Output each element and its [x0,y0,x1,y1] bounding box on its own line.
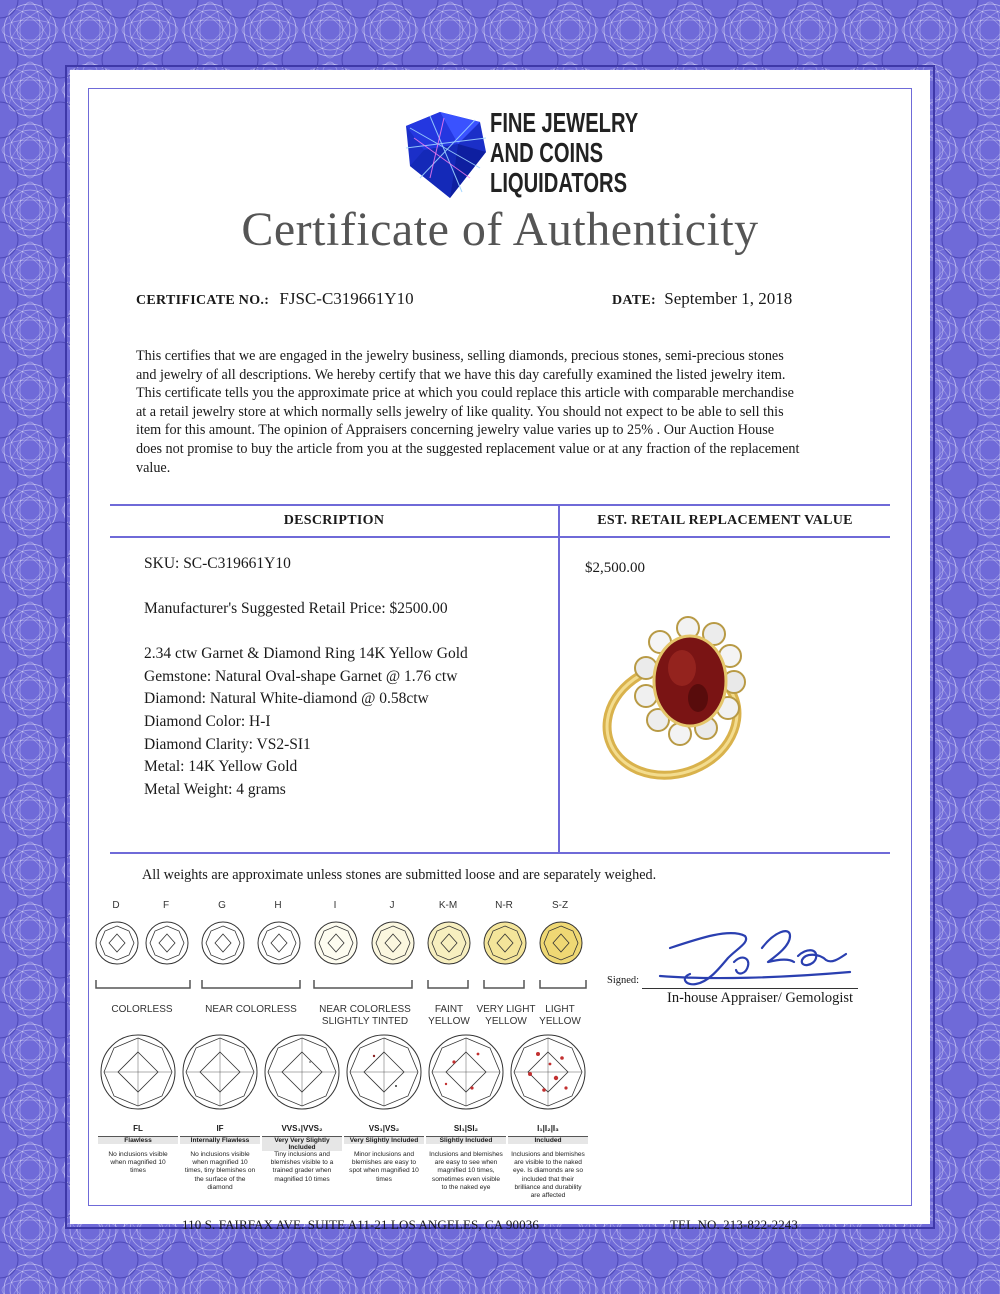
category-line: NEAR COLORLESS [205,1004,297,1015]
clarity-grade-name: Very Very Slightly Included [262,1137,342,1151]
signed-label: Signed: [607,975,640,986]
statement-line: does not promise to buy the article from you at the suggested replacement value or at any fraction of the replacement [136,440,800,457]
clarity-if-icon [180,1032,260,1112]
category-line: SLIGHTLY TINTED [321,1016,409,1027]
color-grade-letter: J [389,900,395,911]
color-grade-letter: S-Z [551,900,569,911]
appraiser-title: In-house Appraiser/ Gemologist [667,990,854,1006]
desc-line: Inclusions and blemishes [429,1151,503,1158]
clarity-i-icon [508,1032,588,1112]
value-header: EST. RETAIL REPLACEMENT VALUE [597,513,853,528]
appraiser-signature [650,918,860,998]
color-category [476,1004,536,1028]
category-line: COLORLESS [111,1004,173,1015]
table-column-divider [558,504,560,852]
desc-line: trained grader when [272,1167,332,1175]
replacement-value: $2,500.00 [585,560,645,576]
desc-line: blemishes visible to a [270,1159,334,1167]
desc-line: included that their [521,1175,575,1183]
diamond-k-m-icon [426,920,472,966]
logo-wordmark [490,108,638,198]
clarity-grade-name: Included [508,1137,588,1144]
item-sku: SKU: SC-C319661Y10 [144,555,291,572]
page-title: Certificate of Authenticity [241,203,759,256]
statement-line: This certifies that we are engaged in the jewelry business, selling diamonds, precious stones, semi-precious stones [136,348,784,364]
statement-line: value. [136,459,171,476]
diamond-g-icon [200,920,246,966]
diamond-h-icon [256,920,302,966]
footer-address: 110 S. FAIRFAX AVE. SUITE A11-21 LOS ANGELES, CA 90036 [182,1217,539,1232]
clarity-si-icon [426,1032,506,1112]
table-top-rule [110,504,890,506]
category-line: YELLOW [485,1016,527,1027]
desc-line: Inclusions and blemishes [511,1151,585,1158]
detail-line: Gemstone: Natural Oval-shape Garnet @ 1.76 ctw [144,667,458,685]
detail-line: 2.34 ctw Garnet & Diamond Ring 14K Yellow Gold [144,645,468,662]
clarity-grade-code: SI₁|SI₂ [426,1124,506,1137]
clarity-grade-description [180,1151,260,1192]
clarity-grade-description [98,1151,178,1176]
desc-line: spot when magnified 10 [349,1167,419,1175]
certification-statement [136,347,876,477]
category-line: YELLOW [428,1016,470,1027]
item-details [144,645,468,804]
category-line: FAINT [434,1004,464,1015]
clarity-grade-name: Very Slightly Included [344,1137,424,1144]
desc-line: magnified 10 times [274,1175,330,1183]
gem-logo-icon [400,108,492,200]
color-category [310,1004,420,1028]
category-line: VERY LIGHT [476,1004,536,1015]
certificate-number [136,289,414,309]
color-grade-letter: H [274,900,282,911]
desc-line: Tiny inclusions and [274,1151,330,1158]
certificate-number-value: FJSC-C319661Y10 [279,289,414,308]
desc-line: magnified 10 times, [437,1167,495,1175]
certificate-paper [70,70,930,1232]
certificate-date [612,289,792,309]
desc-line: when magnified 10 [192,1159,248,1167]
desc-line: are affected [530,1192,566,1200]
weights-disclaimer: All weights are approximate unless stones are submitted loose and are separately weighed. [142,867,657,883]
color-category [198,1004,304,1016]
category-line: YELLOW [539,1016,581,1027]
detail-line: Metal Weight: 4 grams [144,781,286,799]
clarity-grade-description [262,1151,342,1184]
desc-line: No inclusions visible [190,1151,250,1158]
clarity-grade-code: VVS₁|VVS₂ [262,1124,342,1137]
signature-line [642,988,858,989]
desc-line: are easy to see when [434,1159,498,1167]
clarity-grade-name: Flawless [98,1137,178,1144]
statement-line: This certificate tells you the approximate price at which you could replace this article with comparable merchandise [136,385,794,402]
desc-line: are visible to the naked [514,1159,582,1167]
statement-line: item for this amount. The opinion of Appraisers concerning jewelry value varies up to 25% . Our Auction House [136,422,775,439]
logo-line: FINE JEWELRY [490,107,639,138]
clarity-grade-name: Internally Flawless [180,1137,260,1144]
color-grade-letter: I [333,900,337,911]
desc-line: times, tiny blemishes on [184,1167,256,1175]
color-grade-letter: N-R [495,900,513,911]
desc-line: brilliance and durability [514,1183,582,1191]
detail-line: Diamond Color: H-I [144,713,271,731]
clarity-grade-code: VS₁|VS₂ [344,1124,424,1137]
clarity-vvs-icon [262,1032,342,1112]
table-header-rule [110,536,890,538]
diamond-d-icon [94,920,140,966]
clarity-grade-name: Slightly Included [426,1137,506,1144]
diamond-s-z-icon [538,920,584,966]
clarity-grade-description [426,1151,506,1192]
footer-phone: TEL.NO. 213-822-2243 [670,1217,799,1232]
description-header: DESCRIPTION [283,513,385,528]
diamond-j-icon [370,920,416,966]
diamond-f-icon [144,920,190,966]
color-category [94,1004,190,1016]
clarity-grade-description [344,1151,424,1184]
clarity-grade-code: I₁|I₂|I₃ [508,1124,588,1137]
company-logo [400,108,640,202]
color-category [422,1004,476,1028]
color-grade-letter: K-M [438,900,458,911]
color-grade-letter: G [218,900,226,911]
garnet-ring-image [602,610,772,790]
clarity-fl-icon [98,1032,178,1112]
date-value: September 1, 2018 [664,289,793,308]
clarity-grade-description [508,1151,588,1200]
clarity-vs-icon [344,1032,424,1112]
color-category [534,1004,586,1028]
clarity-grade-code: IF [180,1124,260,1137]
statement-line: and jewelry of all descriptions. We hereby certify that we have this day carefully examined the listed jewelry item. [136,366,786,383]
table-bottom-rule [110,852,890,854]
clarity-grade-code: FL [98,1124,178,1137]
diamond-n-r-icon [482,920,528,966]
category-line: LIGHT [545,1004,575,1015]
desc-line: to the naked eye [441,1183,491,1191]
statement-line: at a retail jewelry store at which normally sells jewelry of like quality. You should not expect to be able to sell this [136,403,784,420]
desc-line: times [376,1175,392,1183]
detail-line: Metal: 14K Yellow Gold [144,758,298,776]
detail-line: Diamond Clarity: VS2-SI1 [144,735,311,753]
desc-line: blemishes are easy to [351,1159,417,1167]
desc-line: when magnified 10 [110,1159,166,1167]
desc-line: eye. Is diamonds are so [512,1167,583,1175]
logo-line: LIQUIDATORS [490,167,628,198]
detail-line: Diamond: Natural White-diamond @ 0.58ctw [144,690,429,708]
color-grade-letter: D [112,900,120,911]
desc-line: sometimes even visible [431,1175,501,1183]
certificate-number-label: CERTIFICATE NO.: [136,293,270,308]
diamond-i-icon [313,920,359,966]
color-group-brackets [94,976,590,992]
category-line: NEAR COLORLESS [319,1004,411,1015]
desc-line: diamond [207,1183,233,1191]
date-label: DATE: [612,293,657,308]
item-msrp: Manufacturer's Suggested Retail Price: $2500.00 [144,600,448,617]
color-grade-letter: F [162,900,170,911]
desc-line: No inclusions visible [108,1151,168,1158]
desc-line: Minor inclusions and [353,1151,415,1158]
desc-line: times [130,1167,146,1175]
logo-line: AND COINS [490,137,604,168]
desc-line: the surface of the [194,1175,246,1183]
